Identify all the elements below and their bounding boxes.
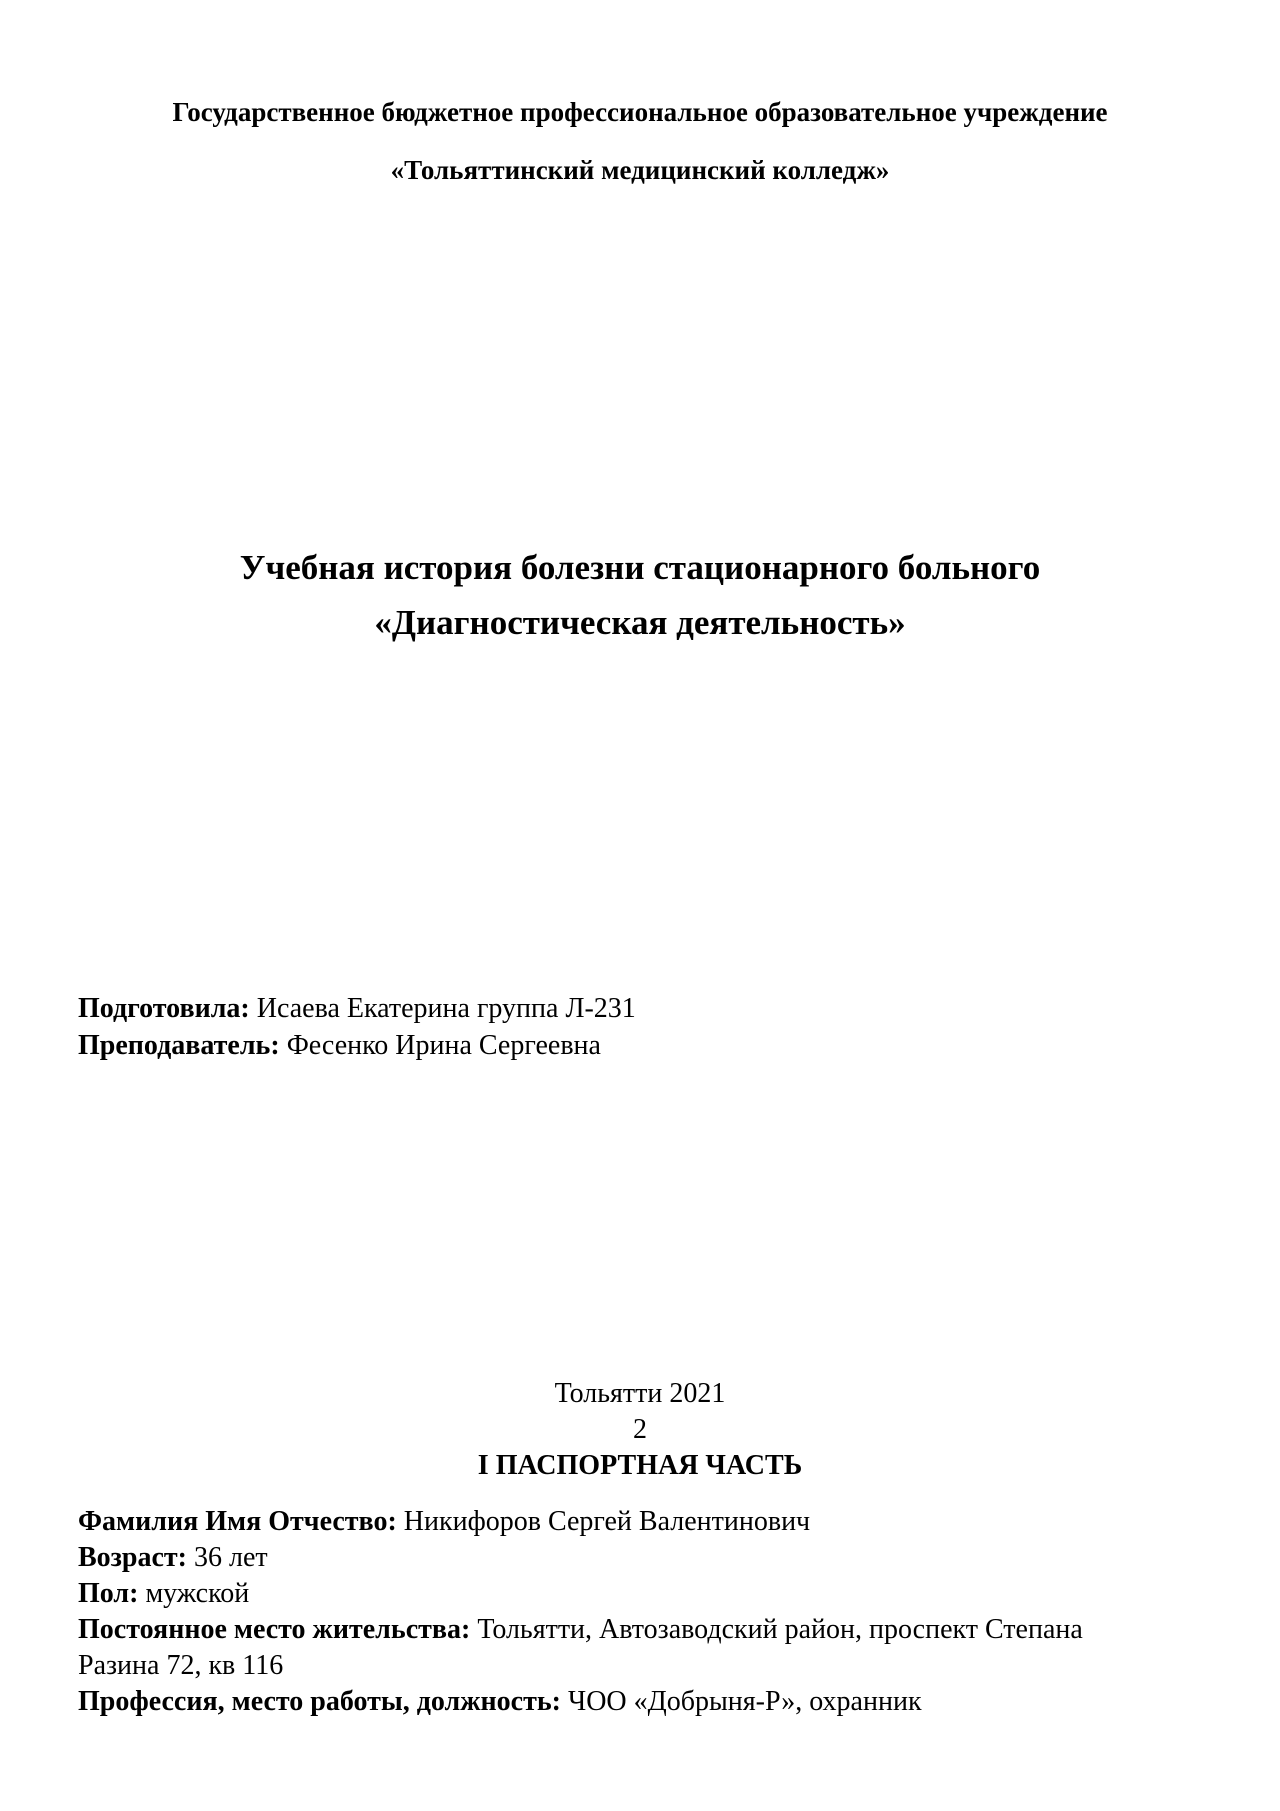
prepared-by-label: Подготовила: [78, 993, 250, 1024]
passport-job-value: ЧОО «Добрыня-Р», охранник [561, 1686, 922, 1717]
passport-job-label: Профессия, место работы, должность: [78, 1686, 561, 1717]
prepared-by-line [78, 993, 636, 1025]
passport-sex-value: мужской [138, 1578, 250, 1609]
page-number: 2 [633, 1414, 647, 1445]
passport-heading: I ПАСПОРТНАЯ ЧАСТЬ [477, 1450, 803, 1481]
teacher-label: Преподаватель: [78, 1030, 280, 1061]
passport-age-value: 36 лет [187, 1542, 268, 1573]
passport-residence-label: Постоянное место жительства: [78, 1614, 471, 1645]
passport-residence-value: Тольятти, Автозаводский район, проспект Степана [470, 1614, 1083, 1645]
city-year: Тольятти 2021 [554, 1378, 726, 1409]
passport-name-value: Никифоров Сергей Валентинович [396, 1506, 811, 1537]
institution-line-2: «Тольяттинский медицинский колледж» [390, 155, 890, 185]
teacher-value: Фесенко Ирина Сергеевна [279, 1030, 601, 1061]
document-title-line-1: Учебная история болезни стационарного больного [239, 548, 1041, 587]
passport-job-line [78, 1684, 922, 1720]
passport-name-label: Фамилия Имя Отчество: [78, 1506, 397, 1537]
prepared-by-value: Исаева Екатерина группа Л-231 [249, 993, 636, 1024]
institution-line-1: Государственное бюджетное профессиональное образовательное учреждение [172, 97, 1108, 127]
document-title-line-2: «Диагностическая деятельность» [374, 603, 906, 642]
passport-residence-line [78, 1612, 1083, 1648]
passport-residence-line-2: Разина 72, кв 116 [78, 1650, 284, 1681]
passport-age-label: Возраст: [78, 1542, 188, 1573]
teacher-line [78, 1030, 601, 1062]
passport-sex-line [78, 1576, 249, 1612]
passport-name-line [78, 1504, 810, 1540]
passport-age-line [78, 1540, 268, 1576]
passport-sex-label: Пол: [78, 1578, 139, 1609]
